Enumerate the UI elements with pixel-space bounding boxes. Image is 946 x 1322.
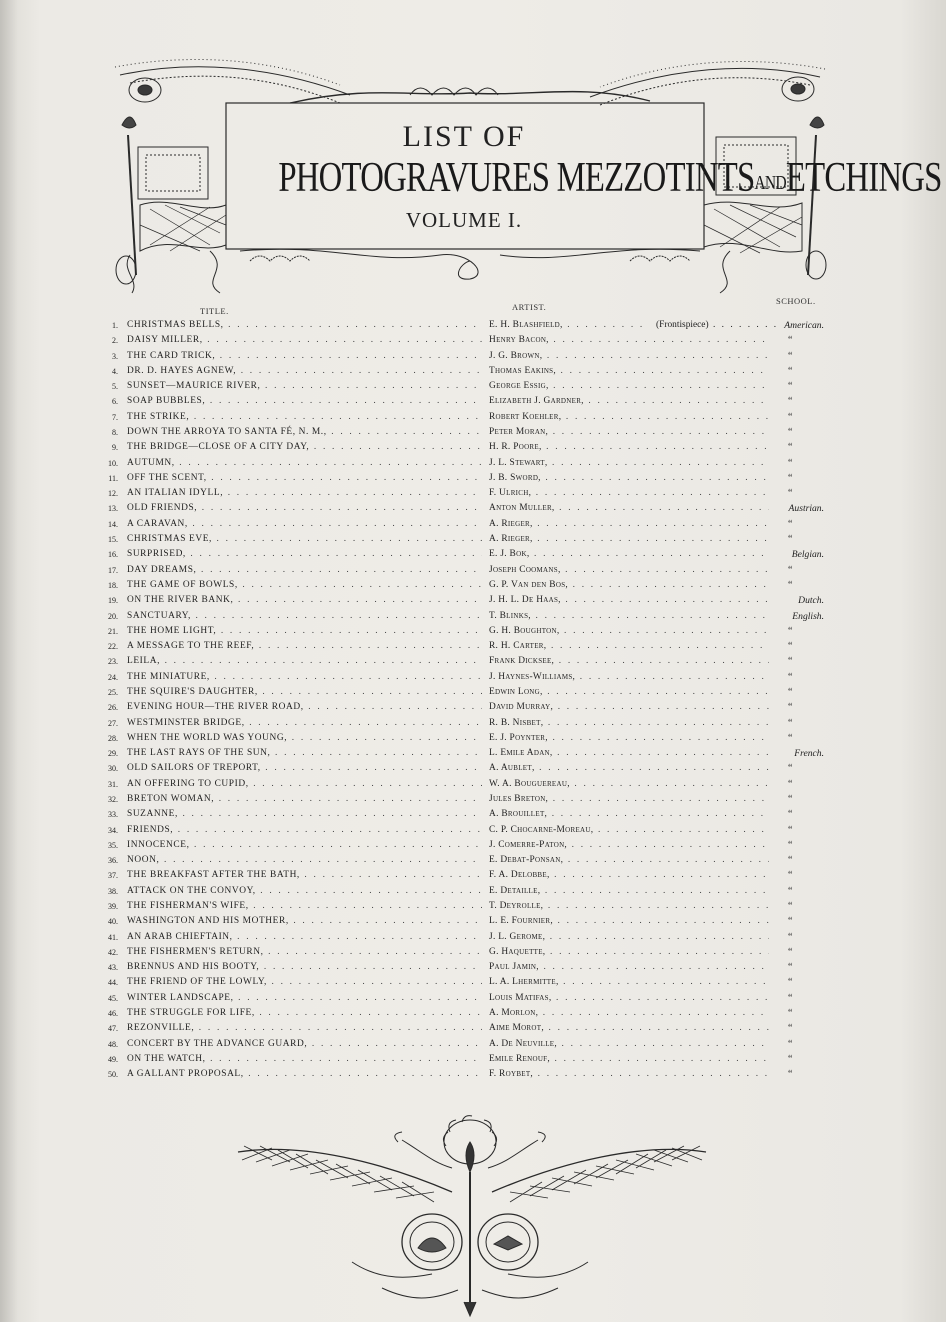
plate-artist: Thomas Eakins, . . .	[489, 364, 769, 379]
column-header-title: TITLE.	[200, 306, 229, 316]
plate-title: OLD SAILORS OF TREPORT, . . .	[127, 761, 482, 776]
plate-number: 43.	[108, 963, 118, 973]
plate-title: LEILA, . . .	[127, 654, 482, 669]
plate-artist: Elizabeth J. Gardner, . . .	[489, 394, 769, 409]
plate-artist: J. G. Brown, . . .	[489, 349, 769, 364]
plate-school: “	[788, 763, 793, 775]
plate-title: REZONVILLE, . . .	[127, 1021, 482, 1036]
plate-artist: L. E. Fournier, . . .	[489, 914, 769, 929]
list-item	[0, 884, 946, 899]
list-item	[0, 807, 946, 822]
list-item	[0, 991, 946, 1006]
title-photogravures-mezzotints: PHOTOGRAVURES MEZZOTINTS	[278, 155, 755, 201]
list-item	[0, 792, 946, 807]
list-item	[0, 486, 946, 501]
plate-artist: G. H. Boughton, . . .	[489, 624, 769, 639]
plate-school: “	[788, 885, 793, 897]
plate-school: Dutch.	[798, 595, 824, 607]
title-block	[226, 104, 942, 244]
plate-title: THE CARD TRICK, . . .	[127, 349, 482, 364]
plate-title: WESTMINSTER BRIDGE, . . .	[127, 716, 482, 731]
plate-title: ATTACK ON THE CONVOY, . . .	[127, 884, 482, 899]
list-item	[0, 685, 946, 700]
plate-school: “	[788, 534, 793, 546]
plate-title: CHRISTMAS BELLS, . . .	[127, 318, 482, 333]
list-item	[0, 945, 946, 960]
plate-school: “	[788, 365, 793, 377]
plate-number: 42.	[108, 947, 118, 957]
plate-number: 36.	[108, 856, 118, 866]
title-etchings: ETCHINGS	[785, 155, 942, 201]
plate-school: “	[788, 472, 793, 484]
plate-school: “	[788, 518, 793, 530]
plate-title: OFF THE SCENT, . . .	[127, 471, 482, 486]
plate-note: (Frontispiece) . . .	[656, 318, 776, 333]
plate-number: 39.	[108, 902, 118, 912]
list-item	[0, 868, 946, 883]
plate-number: 20.	[108, 611, 118, 621]
list-item	[0, 456, 946, 471]
plate-artist: Frank Dicksee, . . .	[489, 654, 769, 669]
list-item	[0, 1067, 946, 1082]
plate-number: 15.	[108, 535, 118, 545]
plate-artist: J. Comerre-Paton, . . .	[489, 838, 769, 853]
plate-artist: George Essig, . . .	[489, 379, 769, 394]
plate-school: “	[788, 1069, 793, 1081]
plate-school: “	[788, 686, 793, 698]
plate-title: CHRISTMAS EVE, . . .	[127, 532, 482, 547]
plate-artist: W. A. Bouguereau, . . .	[489, 777, 769, 792]
plate-number: 13.	[108, 504, 118, 514]
plate-number: 2.	[112, 336, 118, 346]
plate-title: WINTER LANDSCAPE, . . .	[127, 991, 482, 1006]
plate-number: 27.	[108, 718, 118, 728]
plate-school: “	[788, 1053, 793, 1065]
plate-title: THE SQUIRE'S DAUGHTER, . . .	[127, 685, 482, 700]
plate-artist: A. Aublet, . . .	[489, 761, 769, 776]
plate-artist: Paul Jamin, . . .	[489, 960, 769, 975]
plate-school: American.	[784, 320, 824, 331]
title-list-of: LIST OF	[402, 120, 526, 153]
plate-title: THE STRIKE, . . .	[127, 410, 482, 425]
plate-title: AUTUMN, . . .	[127, 456, 482, 471]
plate-artist: J. B. Sword, . . .	[489, 471, 769, 486]
plate-artist: Anton Muller, . . .	[489, 501, 769, 516]
plate-title: A MESSAGE TO THE REEF, . . .	[127, 639, 482, 654]
plate-title: AN ARAB CHIEFTAIN, . . .	[127, 930, 482, 945]
plate-school: “	[788, 1023, 793, 1035]
plate-school: “	[788, 488, 793, 500]
list-item	[0, 960, 946, 975]
plate-artist: T. Blinks, . . .	[489, 609, 769, 624]
plate-school: “	[788, 992, 793, 1004]
plate-artist: David Murray, . . .	[489, 700, 769, 715]
list-item	[0, 440, 946, 455]
plate-artist: Louis Matifas, . . .	[489, 991, 769, 1006]
plate-school: “	[788, 855, 793, 867]
plate-title: THE HOME LIGHT, . . .	[127, 624, 482, 639]
list-item	[0, 471, 946, 486]
plate-title: WHEN THE WORLD WAS YOUNG, . . .	[127, 731, 482, 746]
plate-number: 38.	[108, 886, 118, 896]
plate-number: 29.	[108, 749, 118, 759]
list-item	[0, 333, 946, 348]
plate-artist: J. L. Stewart, . . .	[489, 456, 769, 471]
plate-title: SOAP BUBBLES, . . .	[127, 394, 482, 409]
plate-number: 5.	[112, 382, 118, 392]
plate-school: “	[788, 717, 793, 729]
plate-artist: R. B. Nisbet, . . .	[489, 716, 769, 731]
plate-number: 32.	[108, 794, 118, 804]
plate-school: “	[788, 870, 793, 882]
plate-title: INNOCENCE, . . .	[127, 838, 482, 853]
plate-artist: A. Rieger, . . .	[489, 517, 769, 532]
plate-number: 8.	[112, 428, 118, 438]
plate-school: “	[788, 411, 793, 423]
plate-school: “	[788, 427, 793, 439]
plate-school: “	[788, 702, 793, 714]
plate-title: SANCTUARY, . . .	[127, 609, 482, 624]
list-item	[0, 547, 946, 562]
plate-school: “	[788, 732, 793, 744]
plate-title: SURPRISED, . . .	[127, 547, 482, 562]
plate-title: BRETON WOMAN, . . .	[127, 792, 482, 807]
plate-school: “	[788, 793, 793, 805]
plate-number: 44.	[108, 978, 118, 988]
plate-school: “	[788, 778, 793, 790]
plate-number: 18.	[108, 580, 118, 590]
plate-number: 41.	[108, 932, 118, 942]
plate-artist: F. Ulrich, . . .	[489, 486, 769, 501]
list-item	[0, 1006, 946, 1021]
list-item	[0, 700, 946, 715]
plate-number: 19.	[108, 596, 118, 606]
plate-artist: Jules Breton, . . .	[489, 792, 769, 807]
list-item	[0, 1052, 946, 1067]
plate-number: 28.	[108, 733, 118, 743]
plate-school: “	[788, 1008, 793, 1020]
list-item	[0, 914, 946, 929]
list-item	[0, 624, 946, 639]
plate-artist: Joseph Coomans, . . .	[489, 563, 769, 578]
plate-number: 11.	[108, 473, 118, 483]
plate-school: Belgian.	[791, 549, 824, 561]
title-and: AND	[754, 172, 786, 194]
plate-school: “	[788, 1038, 793, 1050]
plate-artist: E. H. Blashfield, . . .	[489, 318, 649, 333]
plate-school: “	[788, 671, 793, 683]
list-item	[0, 425, 946, 440]
plate-number: 21.	[108, 626, 118, 636]
plate-school: “	[788, 381, 793, 393]
list-item	[0, 975, 946, 990]
plate-title: DR. D. HAYES AGNEW, . . .	[127, 364, 482, 379]
footer-ornament	[232, 1112, 712, 1322]
plate-artist: Robert Koehler, . . .	[489, 410, 769, 425]
plate-title: THE BRIDGE—CLOSE OF A CITY DAY, . . .	[127, 440, 482, 455]
list-item	[0, 639, 946, 654]
list-item	[0, 654, 946, 669]
list-item	[0, 410, 946, 425]
plate-artist: A. Rieger, . . .	[489, 532, 769, 547]
plate-number: 12.	[108, 489, 118, 499]
plate-number: 1.	[112, 321, 118, 330]
plate-title: THE LAST RAYS OF THE SUN, . . .	[127, 746, 482, 761]
plate-number: 31.	[108, 779, 118, 789]
plate-title: THE FRIEND OF THE LOWLY, . . .	[127, 975, 482, 990]
plate-artist: A. Brouillet, . . .	[489, 807, 769, 822]
plate-artist: G. Haquette, . . .	[489, 945, 769, 960]
plate-number: 33.	[108, 810, 118, 820]
plate-title: THE GAME OF BOWLS, . . .	[127, 578, 482, 593]
plate-school: “	[788, 656, 793, 668]
plate-school: “	[788, 839, 793, 851]
plate-number: 17.	[108, 565, 118, 575]
plate-artist: Emile Renouf, . . .	[489, 1052, 769, 1067]
plate-number: 48.	[108, 1039, 118, 1049]
plate-number: 6.	[112, 397, 118, 407]
list-item	[0, 899, 946, 914]
list-item	[0, 777, 946, 792]
list-item	[0, 853, 946, 868]
plate-title: A CARAVAN, . . .	[127, 517, 482, 532]
plate-school: “	[788, 809, 793, 821]
plate-school: “	[788, 564, 793, 576]
plate-artist: L. Emile Adan, . . .	[489, 746, 769, 761]
plate-artist: E. J. Bok, . . .	[489, 547, 769, 562]
plate-number: 37.	[108, 871, 118, 881]
plate-number: 10.	[108, 458, 118, 468]
plate-artist: Peter Moran, . . .	[489, 425, 769, 440]
list-item	[0, 379, 946, 394]
list-item	[0, 349, 946, 364]
plate-school: “	[788, 641, 793, 653]
plate-number: 4.	[112, 366, 118, 376]
plate-school: “	[788, 916, 793, 928]
plate-number: 24.	[108, 672, 118, 682]
plate-school: “	[788, 962, 793, 974]
title-main	[278, 154, 942, 202]
list-item	[0, 394, 946, 409]
plate-artist: T. Deyrolle, . . .	[489, 899, 769, 914]
plate-title: THE FISHERMAN'S WIFE, . . .	[127, 899, 482, 914]
plate-title: FRIENDS, . . .	[127, 823, 482, 838]
plate-title: AN OFFERING TO CUPID, . . .	[127, 777, 482, 792]
plate-title: WASHINGTON AND HIS MOTHER, . . .	[127, 914, 482, 929]
plate-school: French.	[794, 748, 824, 760]
plate-number: 46.	[108, 1009, 118, 1019]
list-item	[0, 930, 946, 945]
plate-number: 14.	[108, 519, 118, 529]
list-item	[0, 1021, 946, 1036]
list-item	[0, 578, 946, 593]
list-item	[0, 517, 946, 532]
plate-school: “	[788, 901, 793, 913]
plate-title: ON THE WATCH, . . .	[127, 1052, 482, 1067]
plate-number: 7.	[112, 412, 118, 422]
plate-number: 45.	[108, 993, 118, 1003]
plate-artist: A. Morlon, . . .	[489, 1006, 769, 1021]
list-item	[0, 609, 946, 624]
list-item	[0, 563, 946, 578]
list-item	[0, 823, 946, 838]
plate-title: THE MINIATURE, . . .	[127, 670, 482, 685]
plate-number: 3.	[112, 351, 118, 361]
volume-label: VOLUME I.	[405, 208, 523, 232]
plate-school: “	[788, 350, 793, 362]
plate-artist: J. L. Gerome, . . .	[489, 930, 769, 945]
plate-title: OLD FRIENDS, . . .	[127, 501, 482, 516]
plate-title: A GALLANT PROPOSAL, . . .	[127, 1067, 482, 1082]
plate-number: 23.	[108, 657, 118, 667]
plate-number: 9.	[112, 443, 118, 453]
plate-artist: F. Roybet, . . .	[489, 1067, 769, 1082]
list-item	[0, 838, 946, 853]
list-item	[0, 731, 946, 746]
plate-artist: G. P. Van den Bos, . . .	[489, 578, 769, 593]
plate-school: English.	[792, 610, 824, 622]
list-item	[0, 716, 946, 731]
plate-artist: E. J. Poynter, . . .	[489, 731, 769, 746]
list-item	[0, 364, 946, 379]
plate-school: “	[788, 579, 793, 591]
plate-artist: E. Detaille, . . .	[489, 884, 769, 899]
list-item	[0, 532, 946, 547]
plate-artist: R. H. Carter, . . .	[489, 639, 769, 654]
plate-number: 16.	[108, 550, 118, 560]
plate-school: “	[788, 335, 793, 347]
plate-number: 30.	[108, 764, 118, 774]
plate-number: 35.	[108, 840, 118, 850]
plate-artist: Edwin Long, . . .	[489, 685, 769, 700]
list-item	[0, 1037, 946, 1052]
plate-number: 40.	[108, 917, 118, 927]
plate-school: Austrian.	[788, 503, 824, 515]
plate-school: “	[788, 625, 793, 637]
plate-school: “	[788, 457, 793, 469]
plate-school: “	[788, 442, 793, 454]
plate-artist: F. A. Delobbe, . . .	[489, 868, 769, 883]
plate-artist: E. Debat-Ponsan, . . .	[489, 853, 769, 868]
plate-title: ON THE RIVER BANK, . . .	[127, 593, 482, 608]
plate-title: DOWN THE ARROYA TO SANTA FÉ, N. M., . . .	[127, 425, 482, 440]
plate-title: THE STRUGGLE FOR LIFE, . . .	[127, 1006, 482, 1021]
plate-title: THE BREAKFAST AFTER THE BATH, . . .	[127, 868, 482, 883]
plate-number: 26.	[108, 703, 118, 713]
list-item	[0, 501, 946, 516]
plate-artist: Aime Morot, . . .	[489, 1021, 769, 1036]
list-item	[0, 746, 946, 761]
plate-number: 22.	[108, 642, 118, 652]
plate-number: 47.	[108, 1024, 118, 1034]
plate-number: 50.	[108, 1070, 118, 1080]
plate-number: 25.	[108, 687, 118, 697]
list-item	[0, 761, 946, 776]
column-header-artist: ARTIST.	[512, 302, 547, 312]
plate-title: DAISY MILLER, . . .	[127, 333, 482, 348]
plate-title: NOON, . . .	[127, 853, 482, 868]
plate-school: “	[788, 946, 793, 958]
plate-number: 49.	[108, 1054, 118, 1064]
plate-title: SUNSET—MAURICE RIVER, . . .	[127, 379, 482, 394]
plate-artist: J. H. L. De Haas, . . .	[489, 593, 769, 608]
plate-title: THE FISHERMEN'S RETURN, . . .	[127, 945, 482, 960]
plate-title: AN ITALIAN IDYLL, . . .	[127, 486, 482, 501]
list-item	[0, 670, 946, 685]
plate-artist: Henry Bacon, . . .	[489, 333, 769, 348]
column-header-school: SCHOOL.	[776, 296, 816, 306]
plate-title: EVENING HOUR—THE RIVER ROAD, . . .	[127, 700, 482, 715]
plate-artist: C. P. Chocarne-Moreau, . . .	[489, 823, 769, 838]
plate-school: “	[788, 931, 793, 943]
plate-number: 34.	[108, 825, 118, 835]
plate-school: “	[788, 977, 793, 989]
plate-title: SUZANNE, . . .	[127, 807, 482, 822]
list-item	[0, 318, 946, 333]
plate-title: BRENNUS AND HIS BOOTY, . . .	[127, 960, 482, 975]
plate-artist: L. A. Lhermitte, . . .	[489, 975, 769, 990]
list-item	[0, 593, 946, 608]
plate-school: “	[788, 824, 793, 836]
plate-artist: J. Haynes-Williams, . . .	[489, 670, 769, 685]
plate-artist: H. R. Poore, . . .	[489, 440, 769, 455]
plate-title: CONCERT BY THE ADVANCE GUARD, . . .	[127, 1037, 482, 1052]
plate-artist: A. De Neuville, . . .	[489, 1037, 769, 1052]
plate-school: “	[788, 396, 793, 408]
plate-title: DAY DREAMS, . . .	[127, 563, 482, 578]
